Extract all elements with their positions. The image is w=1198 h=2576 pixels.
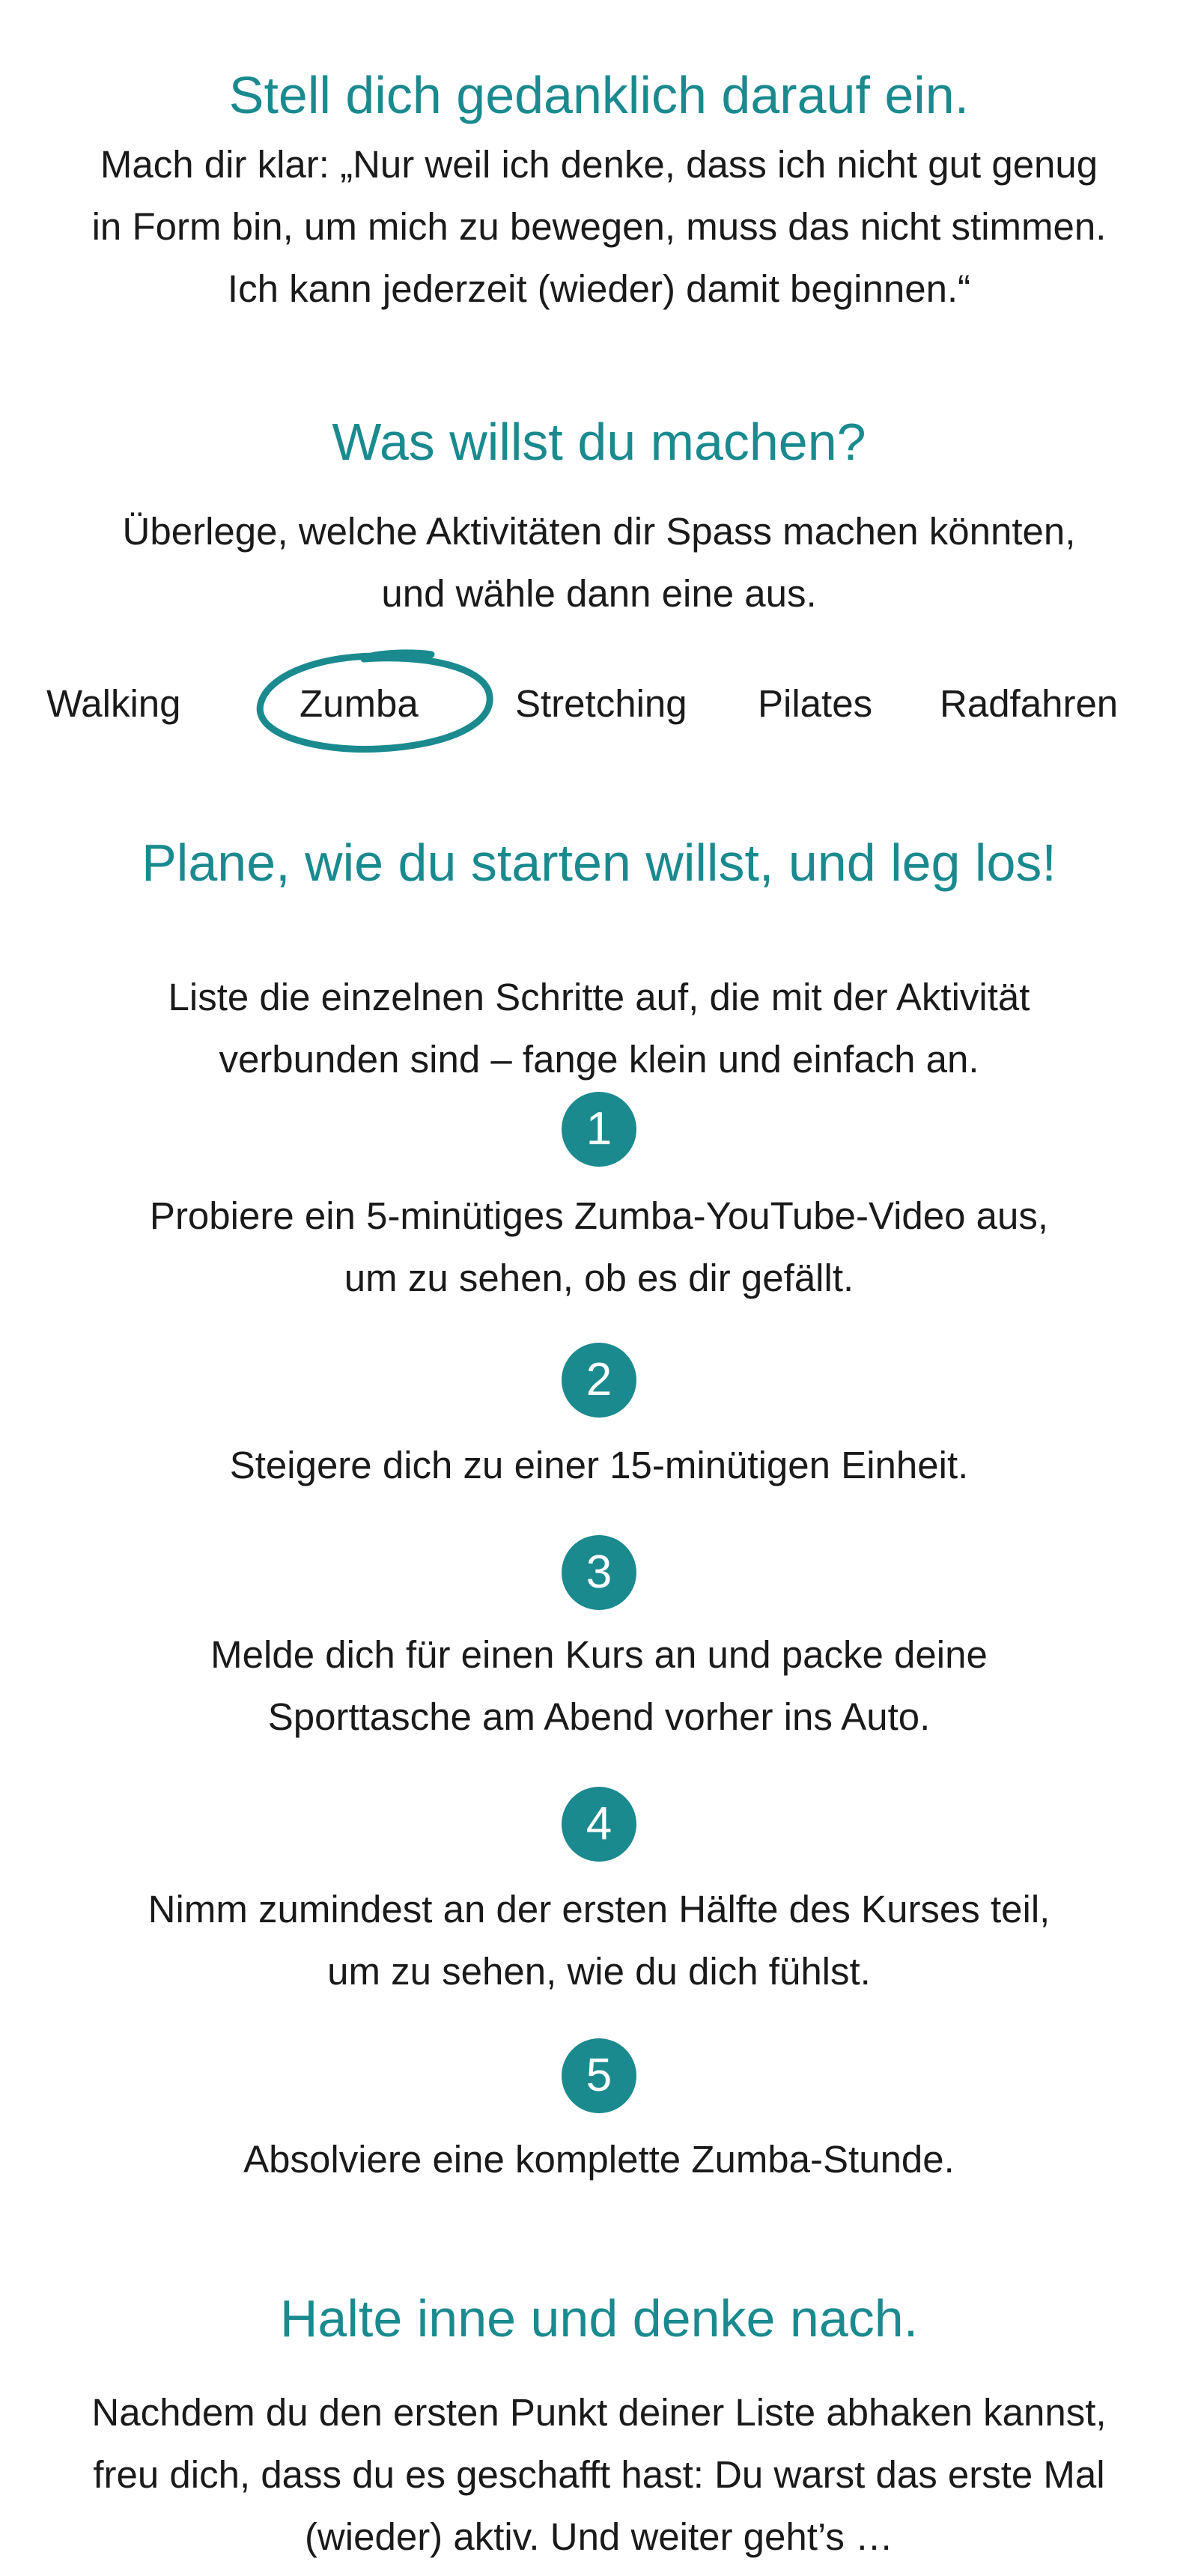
step-line: Sporttasche am Abend vorher ins Auto.	[267, 1695, 931, 1738]
heading-mindset: Stell dich gedanklich darauf ein.	[228, 66, 970, 124]
heading-reflect: Halte inne und denke nach.	[279, 2289, 919, 2348]
paragraph-line: verbunden sind – fange klein und einfach an.	[219, 1038, 979, 1081]
step-line: um zu sehen, wie du dich fühlst.	[327, 1950, 871, 1993]
activity-zumba-selected: Zumba	[300, 682, 419, 725]
paragraph-line: (wieder) aktiv. Und weiter geht’s …	[304, 2515, 894, 2558]
step-text	[30, 2128, 1168, 2190]
paragraph-line: Liste die einzelnen Schritte auf, die mit der Aktivität	[168, 976, 1030, 1018]
step-line: Melde dich für einen Kurs an und packe deine	[210, 1633, 988, 1676]
paragraph-reflect	[30, 2381, 1168, 2568]
paragraph-plan	[30, 966, 1168, 1090]
paragraph-line: freu dich, dass du es geschafft hast: Du warst das erste Mal	[93, 2453, 1105, 2496]
step-text	[30, 1185, 1168, 1309]
step-line: Steigere dich zu einer 15-minütigen Einheit.	[229, 1444, 969, 1486]
paragraph-line: Mach dir klar: „Nur weil ich denke, dass ich nicht gut genug	[100, 143, 1098, 186]
paragraph-line: in Form bin, um mich zu bewegen, muss das nicht stimmen.	[91, 205, 1107, 248]
heading-choose: Was willst du machen?	[332, 413, 866, 471]
selection-circle-icon	[252, 645, 499, 762]
paragraph-line: und wähle dann eine aus.	[381, 572, 817, 615]
step-line: Absolviere eine komplette Zumba-Stunde.	[243, 2138, 955, 2181]
paragraph-line: Ich kann jederzeit (wieder) damit beginnen.“	[227, 267, 971, 310]
step-number-badge: 2	[562, 1343, 636, 1418]
step-number-badge: 3	[562, 1535, 636, 1610]
step-line: Nimm zumindest an der ersten Hälfte des Kurses teil,	[148, 1888, 1050, 1931]
activity-stretching: Stretching	[515, 682, 687, 725]
paragraph-line: Nachdem du den ersten Punkt deiner Liste abhaken kannst,	[91, 2391, 1107, 2434]
step-line: um zu sehen, ob es dir gefällt.	[344, 1257, 854, 1299]
step-number-badge: 1	[562, 1092, 636, 1167]
step-text	[30, 1878, 1168, 2002]
heading-plan: Plane, wie du starten willst, und leg los!	[142, 833, 1056, 892]
paragraph-line: Überlege, welche Aktivitäten dir Spass machen könnten,	[122, 510, 1076, 553]
activity-walking: Walking	[46, 682, 181, 725]
step-number-badge: 5	[562, 2038, 636, 2113]
step-line: Probiere ein 5-minütiges Zumba-YouTube-Video aus,	[149, 1194, 1049, 1237]
step-text	[30, 1434, 1168, 1496]
activity-radfahren: Radfahren	[940, 682, 1119, 725]
paragraph-choose	[30, 500, 1168, 625]
activity-pilates: Pilates	[758, 682, 873, 725]
step-text	[30, 1623, 1168, 1748]
step-number-badge: 4	[562, 1787, 636, 1862]
paragraph-mindset	[30, 133, 1168, 320]
